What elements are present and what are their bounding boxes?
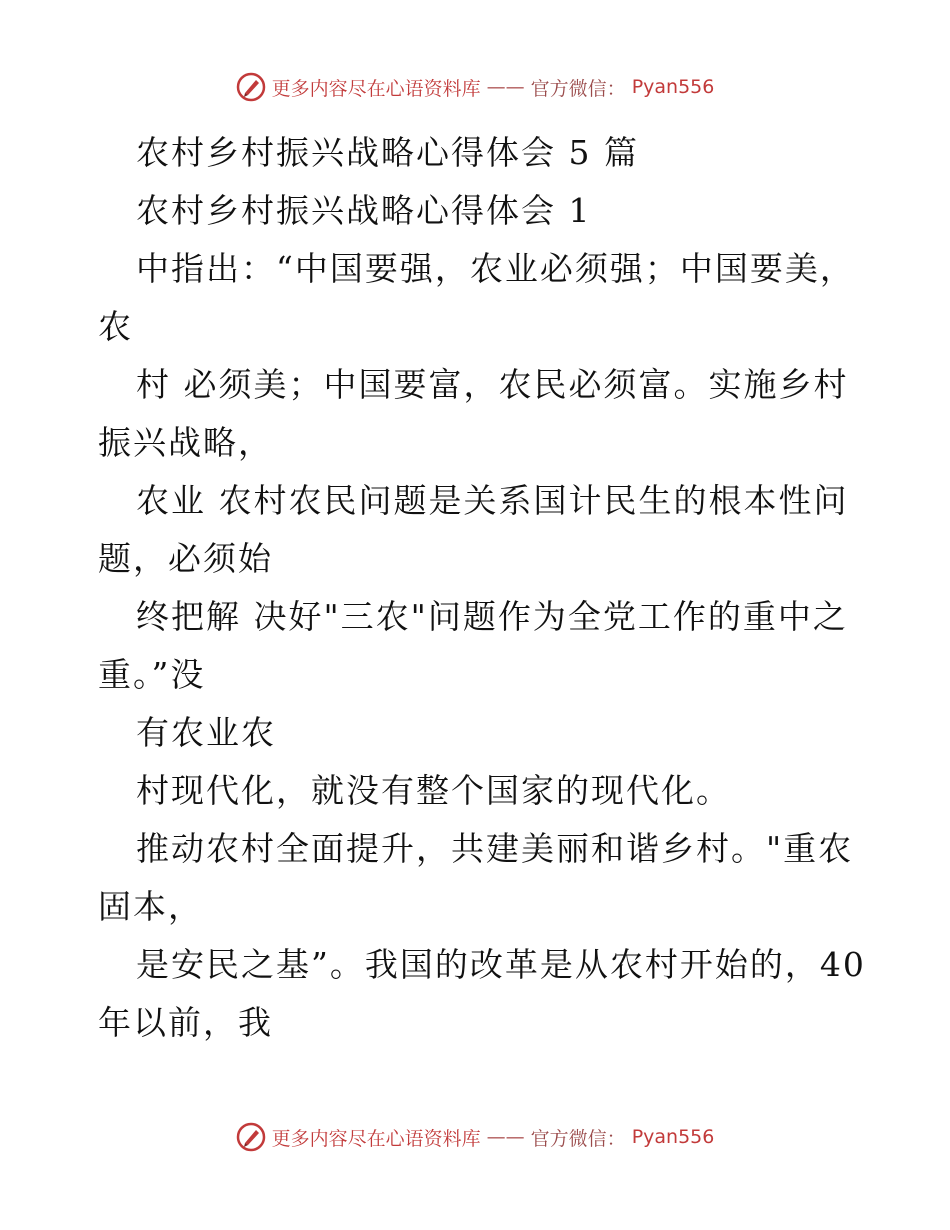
- text-line: 固本，: [98, 887, 203, 926]
- text-line: 题，必须始: [98, 539, 273, 578]
- text-line: 村 必须美；中国要富，农民必须富。实施乡村: [136, 365, 849, 404]
- watermark-separator: ——: [486, 1126, 525, 1148]
- text-line: 农: [98, 307, 133, 346]
- watermark-text: 更多内容尽在心语资料库: [271, 77, 481, 100]
- wechat-label: 官方微信：: [530, 1127, 626, 1150]
- text-line: 农业 农村农民问题是关系国计民生的根本性问: [136, 481, 849, 520]
- text-line: 有农业农: [136, 713, 276, 752]
- text-line: 是安民之基”。我国的改革是从农村开始的，40: [136, 945, 866, 984]
- watermark-text: 更多内容尽在心语资料库: [271, 1127, 481, 1150]
- pen-logo-icon: [236, 72, 266, 102]
- footer-watermark: [0, 1122, 950, 1152]
- text-line: 农村乡村振兴战略心得体会 1: [136, 191, 592, 230]
- wechat-id: Pyan556: [631, 76, 715, 98]
- text-line: 振兴战略，: [98, 423, 273, 462]
- wechat-id: Pyan556: [631, 1126, 715, 1148]
- text-line: 重。”没: [98, 655, 206, 694]
- wechat-label: 官方微信：: [530, 77, 626, 100]
- document-body: [98, 124, 868, 1052]
- header-watermark: [0, 72, 950, 102]
- watermark-separator: ——: [486, 76, 525, 98]
- text-line: 农村乡村振兴战略心得体会 5 篇: [136, 133, 639, 172]
- text-line: 村现代化，就没有整个国家的现代化。: [136, 771, 731, 810]
- text-line: 年以前，我: [98, 1003, 273, 1042]
- pen-logo-icon: [236, 1122, 266, 1152]
- text-line: 终把解 决好"三农"问题作为全党工作的重中之: [136, 597, 848, 636]
- text-line: 推动农村全面提升，共建美丽和谐乡村。"重农: [136, 829, 854, 868]
- text-line: 中指出：“中国要强，农业必须强；中国要美，: [136, 249, 855, 288]
